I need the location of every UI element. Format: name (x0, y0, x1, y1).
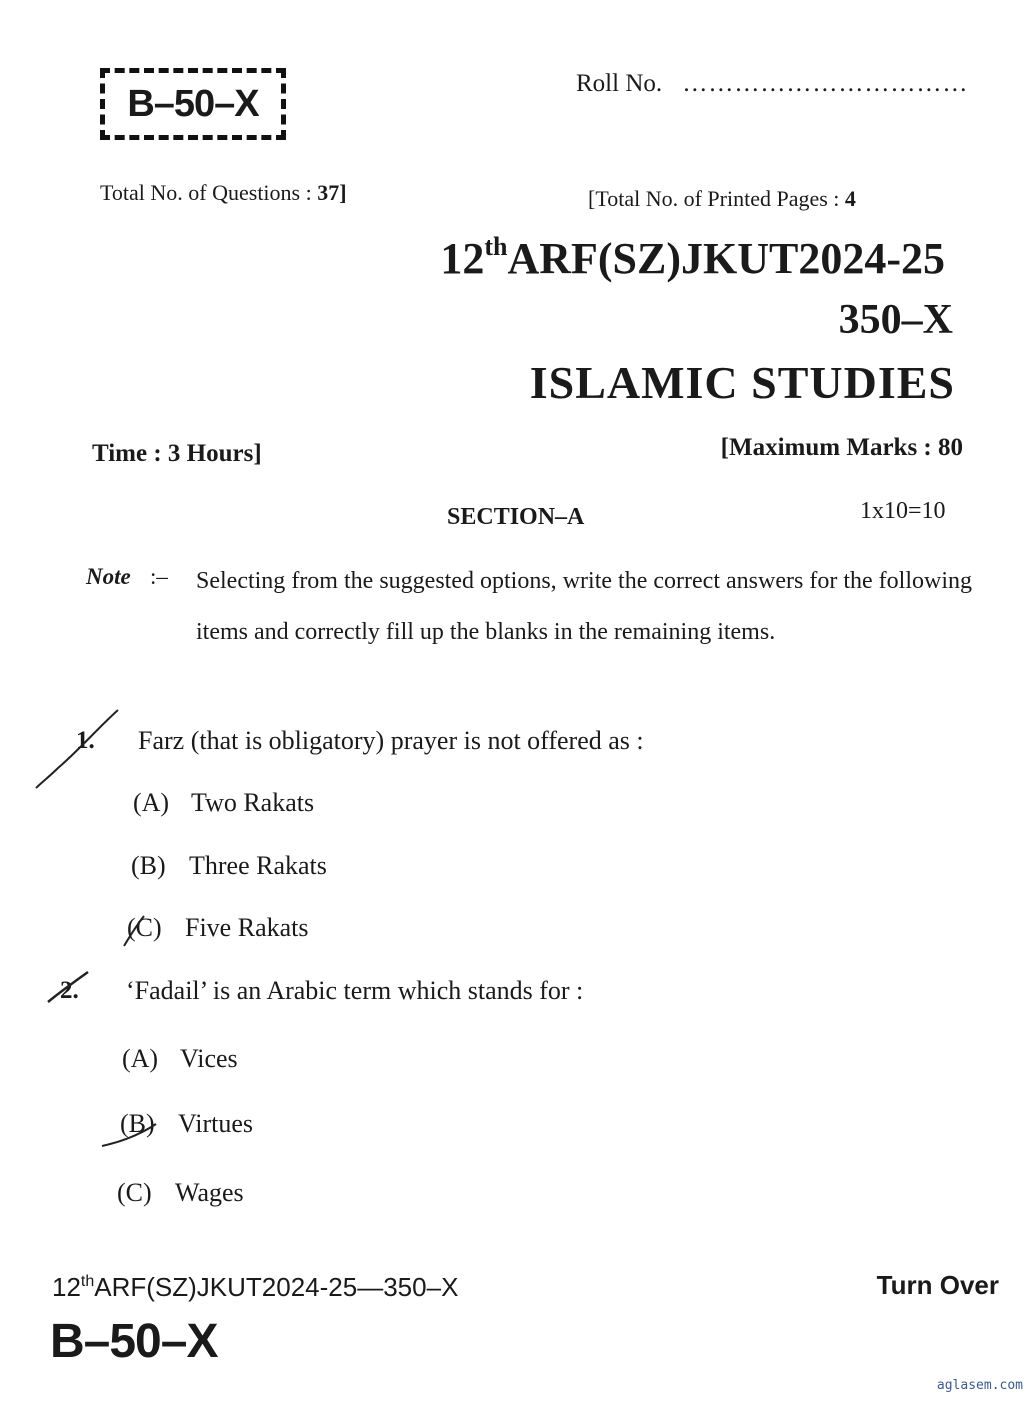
pen-tick-mark-icon (44, 970, 94, 1010)
section-marks: 1x10=10 (860, 498, 946, 524)
exam-code-suffix: ARF(SZ)JKUT2024-25 (507, 234, 945, 283)
printed-pages (588, 186, 856, 212)
question-2-text: ‘Fadail’ is an Arabic term which stands for : (126, 976, 584, 1005)
option-text: Wages (175, 1178, 244, 1207)
section-title: SECTION–A (447, 504, 585, 530)
option-label: (C) (117, 1178, 152, 1207)
printed-pages-label: [Total No. of Printed Pages : (588, 186, 840, 211)
option-label: (A) (133, 788, 170, 817)
note-label: Note (86, 564, 131, 589)
option-label: (B) (131, 851, 166, 880)
roll-number-line (576, 70, 968, 98)
footer-code-sup: th (80, 1273, 95, 1290)
maximum-marks: [Maximum Marks : 80 (720, 434, 963, 461)
option-text: Five Rakats (185, 913, 309, 942)
roll-blank: …………………………… (682, 70, 969, 97)
question-2-number: 2. (60, 977, 79, 1004)
option-text: Virtues (178, 1109, 253, 1138)
total-questions-value: 37] (317, 180, 347, 205)
paper-code-box (100, 68, 286, 140)
question-1-option-c (127, 913, 309, 943)
subject-title: ISLAMIC STUDIES (529, 357, 955, 408)
exam-code-sup: th (484, 232, 508, 261)
turn-over-label: Turn Over (876, 1270, 999, 1300)
option-text: Three Rakats (189, 851, 327, 880)
question-1-text: Farz (that is obligatory) prayer is not offered as : (138, 726, 644, 755)
exam-time: Time : 3 Hours] (92, 440, 262, 467)
option-text: Vices (180, 1044, 238, 1073)
pen-tick-mark-icon (120, 912, 150, 952)
option-label: (B) (120, 1109, 155, 1138)
footer-paper-code: B–50–X (50, 1315, 218, 1368)
question-2-option-c (117, 1178, 244, 1208)
total-questions (100, 180, 347, 206)
pen-tick-mark-icon (28, 706, 128, 796)
watermark: aglasem.com (936, 1378, 1023, 1393)
exam-code (440, 232, 945, 284)
question-1-number: 1. (76, 727, 95, 754)
option-label: (A) (122, 1044, 159, 1073)
printed-pages-value: 4 (844, 186, 856, 211)
total-questions-label: Total No. of Questions : (100, 180, 312, 205)
note-dash: :– (150, 564, 168, 589)
option-label: (C) (127, 913, 162, 942)
exam-code-prefix: 12 (440, 234, 485, 283)
note-text: Selecting from the suggested options, write the correct answers for the following items and correctly fill up the blanks in the remaining items. (196, 568, 972, 645)
footer-exam-code (52, 1272, 458, 1303)
question-1-option-a (133, 788, 314, 818)
subject-code: 350–X (838, 297, 953, 343)
paper-code: B–50–X (127, 82, 259, 125)
option-text: Two Rakats (191, 788, 315, 817)
question-1-option-b (131, 851, 327, 881)
pen-tick-mark-icon (98, 1112, 168, 1152)
footer-code-prefix: 12 (52, 1272, 81, 1302)
question-2-option-a (122, 1044, 238, 1074)
footer-code-suffix: ARF(SZ)JKUT2024-25—350–X (94, 1272, 459, 1302)
roll-label: Roll No. (576, 70, 663, 97)
